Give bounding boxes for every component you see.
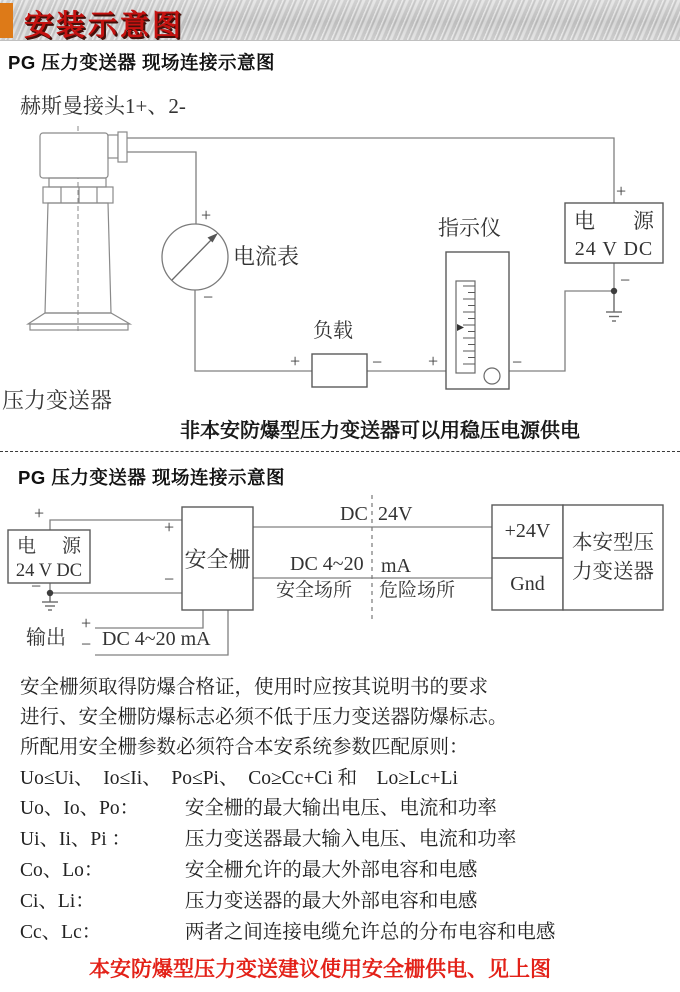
definition-desc: 安全栅允许的最大外部电容和电感 xyxy=(184,860,478,881)
junction-dot xyxy=(611,288,617,294)
load-minus-label: − xyxy=(372,352,383,372)
terminal-gnd-label: Gnd xyxy=(510,572,545,595)
power-name-right: 源 xyxy=(633,209,654,233)
connector-head xyxy=(40,133,108,178)
power-name-right: 源 xyxy=(61,536,81,557)
definition-desc: 安全栅的最大输出电压、电流和功率 xyxy=(184,798,497,819)
terminal-plus24v-label: +24V xyxy=(504,520,551,542)
adjust-knob xyxy=(484,368,500,384)
power-name-left: 电 xyxy=(17,536,37,557)
definition-row xyxy=(20,797,497,820)
ground-symbol xyxy=(606,291,622,321)
ammeter-minus-label: − xyxy=(203,287,214,307)
note-paragraph-1: 安全栅须取得防爆合格证，使用时应按其说明书的要求 xyxy=(20,677,489,698)
cable-gland-flange xyxy=(108,135,118,158)
power-supply-text xyxy=(8,530,90,583)
page-banner xyxy=(0,0,680,41)
definition-desc: 两者之间连接电缆允许总的分布电容和电感 xyxy=(184,922,556,943)
definition-term: Ci、Li： xyxy=(20,891,95,912)
transmitter-label: 压力变送器 xyxy=(2,388,113,413)
hazard-area-label: 危险场所 xyxy=(379,580,456,601)
section2-header: PG 压力变送器 现场连接示意图 xyxy=(18,467,286,488)
page-title: 安装示意图 xyxy=(24,10,185,42)
load-plus-label: + xyxy=(290,351,301,371)
ammeter-plus-label: + xyxy=(201,205,212,225)
definition-term: Cc、Lc： xyxy=(20,922,102,943)
indicator-label: 指示仪 xyxy=(438,216,501,240)
definition-term: Ui、Ii、Pi ： xyxy=(20,829,132,850)
section1-header: PG 压力变送器 现场连接示意图 xyxy=(8,52,276,73)
flange xyxy=(28,313,130,324)
wire-top-left-label: DC xyxy=(340,503,368,525)
output-minus-label: − xyxy=(81,634,92,654)
load-label: 负载 xyxy=(313,320,353,342)
warning-text: 本安防爆型压力变送建议使用安全栅供电、见上图 xyxy=(89,958,551,981)
pressure-transmitter-drawing xyxy=(28,126,130,334)
output-signal-label: DC 4~20 mA xyxy=(102,628,211,650)
connector-note-label: 赫斯曼接头1+、2- xyxy=(20,94,186,118)
definition-term: Uo、Io、Po： xyxy=(20,798,140,819)
safety-barrier-label: 安全栅 xyxy=(184,547,251,572)
power-plus-label: + xyxy=(34,503,45,523)
definition-row xyxy=(20,890,477,913)
banner-accent-block xyxy=(0,3,13,38)
definition-desc: 压力变送器最大输入电压、电流和功率 xyxy=(184,829,517,850)
is-transmitter-label xyxy=(563,505,663,610)
definition-row xyxy=(20,921,555,944)
wiring-diagram-non-is xyxy=(0,90,680,450)
power-supply-text xyxy=(565,203,663,263)
matching-formula: Uo≤Ui、 Io≤Ii、 Po≤Pi、 Co≥Cc+Ci 和 Lo≥Lc+Li xyxy=(20,768,458,789)
cable-gland-nut xyxy=(118,132,127,162)
ammeter-symbol xyxy=(162,224,228,290)
note-paragraph-3: 所配用安全栅参数必须符合本安系统参数匹配原则： xyxy=(20,737,469,758)
definition-term: Co、Lo： xyxy=(20,860,104,881)
indicator-plus-label: + xyxy=(428,351,439,371)
wiring-diagram-is xyxy=(0,493,680,668)
definition-desc: 压力变送器的最大外部电容和电感 xyxy=(184,891,478,912)
power-rating: 24 V DC xyxy=(15,561,83,581)
load-box xyxy=(312,354,367,387)
wire-top-right-label: 24V xyxy=(378,503,413,525)
indicator-symbol xyxy=(446,252,509,389)
section-divider xyxy=(0,451,680,452)
wire-bottom-left-label: DC 4~20 xyxy=(290,553,364,575)
note-paragraph-2: 进行、安全栅防爆标志必须不低于压力变送器防爆标志。 xyxy=(20,707,508,728)
output-label: 输出 xyxy=(26,627,66,649)
hex-nut-facets xyxy=(61,187,97,203)
power-minus-label: − xyxy=(31,576,42,596)
junction-dot xyxy=(47,590,53,596)
is-transmitter-line1: 本安型压 xyxy=(572,531,654,554)
safe-area-label: 安全场所 xyxy=(276,580,353,601)
definition-row xyxy=(20,859,477,882)
definition-row xyxy=(20,828,516,851)
wire-bottom-right-label: mA xyxy=(381,555,411,577)
indicator-minus-label: − xyxy=(512,352,523,372)
section1-note: 非本安防爆型压力变送器可以用稳压电源供电 xyxy=(180,420,580,442)
power-rating: 24 V DC xyxy=(574,238,654,260)
power-name-left: 电 xyxy=(574,209,595,233)
is-transmitter-line2: 力变送器 xyxy=(572,560,654,583)
flange-base xyxy=(30,324,128,330)
output-plus-label: + xyxy=(81,613,92,633)
power-plus-label: + xyxy=(616,181,627,201)
barrier-plus-label: + xyxy=(164,517,175,537)
power-minus-label: − xyxy=(620,270,631,290)
barrier-minus-label: − xyxy=(164,569,175,589)
ammeter-label: 电流表 xyxy=(233,244,300,269)
